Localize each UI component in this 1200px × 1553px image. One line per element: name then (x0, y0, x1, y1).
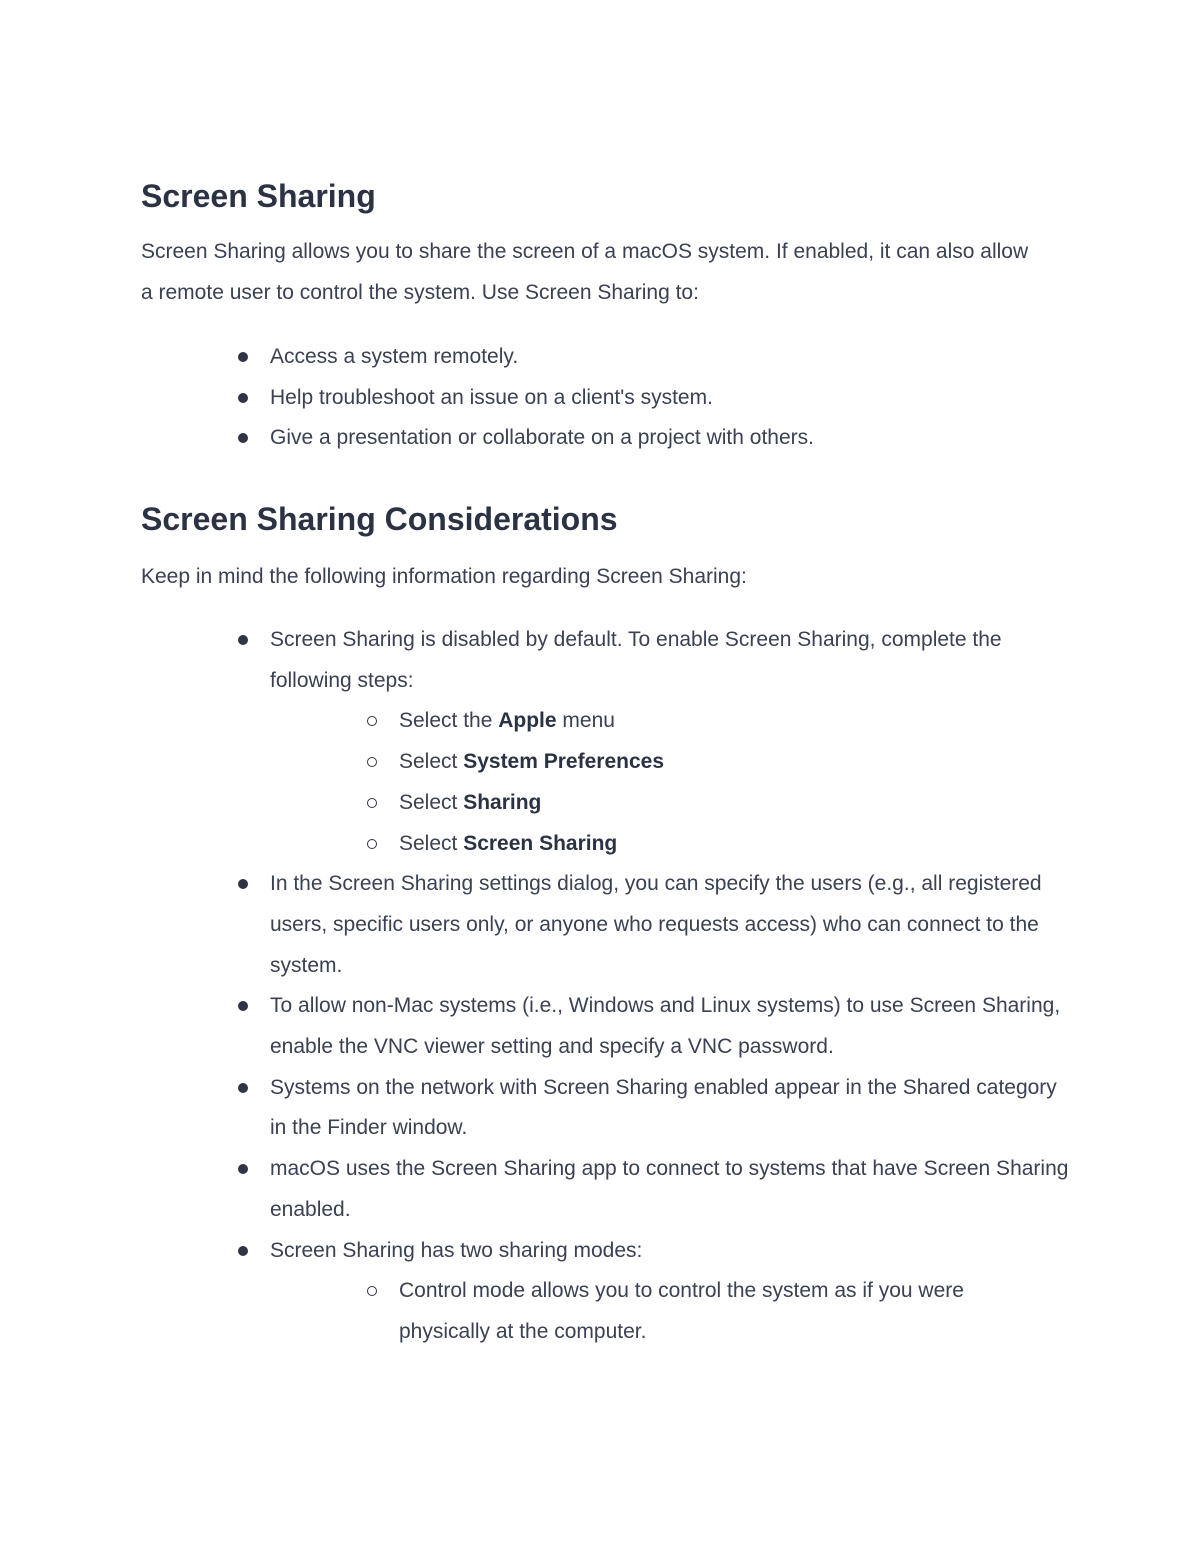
list-item: macOS uses the Screen Sharing app to connect to systems that have Screen Sharing enabled. (141, 1149, 1070, 1230)
list-item: Help troubleshoot an issue on a client's system. (141, 378, 1070, 419)
list-item: Screen Sharing has two sharing modes: (141, 1231, 1070, 1272)
step-item: Select Sharing (141, 783, 1059, 824)
bullet-icon (238, 1164, 248, 1174)
mode-item: Control mode allows you to control the system as if you were physically at the computer. (141, 1271, 1059, 1352)
step-item: Select the Apple menu (141, 701, 1059, 742)
uses-list (141, 337, 1061, 459)
bullet-icon (238, 352, 248, 362)
bullet-icon (238, 1001, 248, 1011)
heading-considerations: Screen Sharing Considerations (141, 501, 618, 537)
bullet-icon (238, 635, 248, 645)
circle-bullet-icon (367, 757, 377, 767)
circle-bullet-icon (367, 1286, 377, 1296)
circle-bullet-icon (367, 716, 377, 726)
bullet-icon (238, 393, 248, 403)
heading-screen-sharing: Screen Sharing (141, 178, 376, 214)
step-item: Select System Preferences (141, 742, 1059, 783)
list-item: To allow non-Mac systems (i.e., Windows and Linux systems) to use Screen Sharing, enable the VNC viewer setting and specify a VNC password. (141, 986, 1070, 1067)
list-item: Screen Sharing is disabled by default. To enable Screen Sharing, complete the following steps: (141, 620, 1070, 701)
circle-bullet-icon (367, 798, 377, 808)
bullet-icon (238, 1246, 248, 1256)
list-item: In the Screen Sharing settings dialog, you can specify the users (e.g., all registered users, specific users only, or anyone who requests access) who can connect to the system. (141, 864, 1070, 986)
list-item: Systems on the network with Screen Sharing enabled appear in the Shared category in the Finder window. (141, 1068, 1070, 1149)
bullet-icon (238, 879, 248, 889)
intro-paragraph: Screen Sharing allows you to share the screen of a macOS system. If enabled, it can also allow a remote user to control the system. Use Screen Sharing to: (141, 240, 1029, 304)
list-item: Give a presentation or collaborate on a project with others. (141, 418, 1070, 459)
considerations-list (141, 620, 1069, 1353)
step-item: Select Screen Sharing (141, 824, 1059, 865)
circle-bullet-icon (367, 839, 377, 849)
bullet-icon (238, 433, 248, 443)
bullet-icon (238, 1083, 248, 1093)
list-item: Access a system remotely. (141, 337, 1070, 378)
considerations-intro: Keep in mind the following information regarding Screen Sharing: (141, 565, 747, 588)
